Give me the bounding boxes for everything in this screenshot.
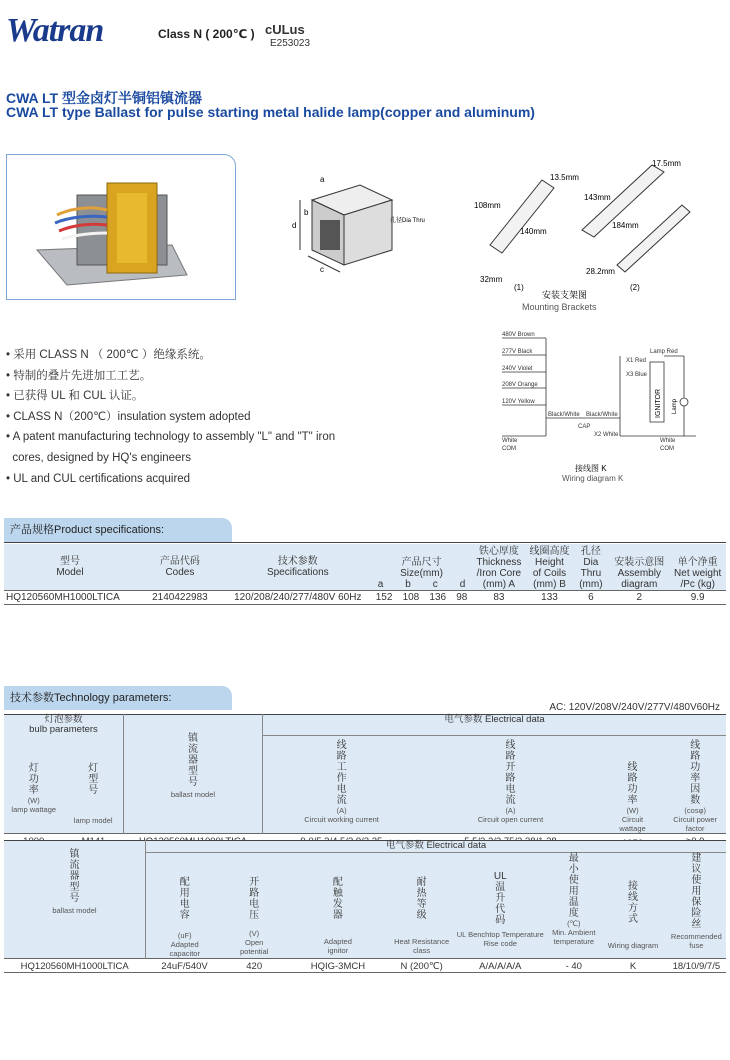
tap-240: 240V Violet bbox=[502, 366, 533, 372]
bracket2-dim-c: 184mm bbox=[612, 221, 639, 230]
tap-277: 277V Black bbox=[502, 349, 533, 355]
list-item: • A patent manufacturing technology to assembly "L" and "T" iron bbox=[6, 431, 336, 444]
list-item: • 已获得 UL 和 CUL 认证。 bbox=[6, 390, 144, 403]
tech-table-2: 镇流器型号 ballast model 电气参数 Electrical data 配用电容 (uF) Adapted capacitor 开路电压 (V) Open potential 配触发器 Adapted ignitor 耐热等级 Heat Resistance class UL温升代码 UL Benchtop Temperature Rise code 最小使用温度 (℃) Min. Ambient temperature 接线方式 Wiring diagram 建议使用保险丝 Recommended fuse HQ120560MH1000LTICA 24uF/540V 420 HQIG-3MCH N (200℃) A/A/A/A/A - 40 K 18/10/9/7/5 bbox=[4, 840, 726, 973]
list-item: • 特制的叠片先进加工工艺。 bbox=[6, 369, 152, 382]
wiring-label-cn: 接线图 K bbox=[575, 464, 607, 473]
list-item: cores, designed by HQ's engineers bbox=[12, 451, 192, 464]
ac-label: AC: 120V/208V/240V/277V/480V60Hz bbox=[549, 702, 720, 713]
bw2-label: Black/White bbox=[586, 412, 618, 418]
ignitor-label: IGNITOR bbox=[655, 388, 662, 418]
tech-params-header: 技术参数Technology parameters: bbox=[4, 686, 232, 710]
com-label-right: COM bbox=[660, 446, 674, 452]
dim-label-a: a bbox=[320, 175, 325, 184]
title-cn: CWA LT 型金卤灯半铜铝镇流器 bbox=[6, 90, 202, 106]
brand-logo: Watran bbox=[6, 12, 104, 49]
title-en: CWA LT type Ballast for pulse starting metal halide lamp(copper and aluminum) bbox=[6, 104, 535, 120]
com-label-left: COM bbox=[502, 446, 516, 452]
dim-label-b: b bbox=[304, 208, 309, 217]
tap-120: 120V Yellow bbox=[502, 399, 535, 405]
dim-label-d: d bbox=[292, 221, 297, 230]
bracket2-dim-b: 143mm bbox=[584, 193, 611, 202]
table-row: HQ120560MH1000LTICA 24uF/540V 420 HQIG-3MCH N (200℃) A/A/A/A/A - 40 K 18/10/9/7/5 bbox=[4, 959, 726, 973]
tech-table-1: 灯泡参数 bulb parameters 镇流器型号 ballast model 电气参数 Electrical data 灯功率 (W) lamp wattage 灯型号 lamp model 线路工作电流 (A) Circuit working current 线路开路电流 (A) Circuit open current 线路功率 (W) Circuit wattage 线路功率因数 (cosφ) Circuit power factor 1000 M141 HQ120560MH1000LTICA 9.0/5.2/4.5/3.9/2.25 5.5/3.2/2.75/2.38/1.38 1050 ≥0.9 bbox=[4, 714, 726, 849]
table-row: HQ120560MH1000LTICA 2140422983 120/208/240/277/480V 60Hz 152 108 136 98 83 133 6 2 9.9 bbox=[4, 590, 726, 604]
feature-list bbox=[6, 345, 406, 489]
wiring-diagram bbox=[500, 326, 700, 488]
ul-number: E253023 bbox=[270, 38, 311, 49]
bw1-label: Black/White bbox=[548, 412, 580, 418]
x2-label: X2 White bbox=[594, 432, 619, 438]
bracket2-number: (2) bbox=[630, 283, 640, 292]
bracket2-dim-a: 17.5mm bbox=[652, 159, 681, 168]
wiring-label-en: Wiring diagram K bbox=[562, 474, 624, 483]
bracket1-dim-b: 108mm bbox=[474, 201, 501, 210]
hole-label: 孔径Dia Thru bbox=[390, 218, 425, 224]
product-spec-table: 型号 Model 产品代码 Codes 技术参数 Specifications 产品尺寸 Size(mm) a b c d 铁心厚度 Thickness /Iron Core (mm) A 线圈高度 Height of Coils (mm) B 孔径 Dia Thru (mm) 安装示意图 Assembly diagram 单个净重 Net weight /Pc (kg) HQ120560MH1000LTICA 2140422983 120/208/240/277/480V 60Hz 152 108 136 98 83 133 6 2 9.9 bbox=[4, 544, 726, 605]
product-spec-header: 产品规格Product specifications: bbox=[4, 518, 232, 542]
tap-208: 208V Orange bbox=[502, 382, 538, 388]
brackets-label-en: Mounting Brackets bbox=[522, 302, 597, 312]
bracket2-dim-d: 28.2mm bbox=[586, 267, 615, 276]
brackets-label-cn: 安装支架图 bbox=[542, 290, 588, 300]
list-item: • CLASS N（200℃）insulation system adopted bbox=[6, 410, 251, 423]
lamp-red-label: Lamp Red bbox=[650, 349, 678, 355]
dimension-drawing bbox=[290, 170, 425, 280]
cap-label: CAP bbox=[578, 424, 591, 430]
bracket1-dim-a: 13.5mm bbox=[550, 173, 579, 182]
bracket1-number: (1) bbox=[514, 283, 524, 292]
list-item: • UL and CUL certifications acquired bbox=[6, 472, 191, 485]
ballast-photo-illustration bbox=[7, 155, 235, 299]
insulation-class: Class N ( 200℃ ) bbox=[158, 27, 255, 41]
tap-480: 480V Brown bbox=[502, 332, 535, 338]
mounting-brackets-drawing bbox=[462, 150, 702, 315]
x1-label: X1 Red bbox=[626, 358, 647, 364]
bracket1-dim-c: 140mm bbox=[520, 227, 547, 236]
x3-label: X3 Blue bbox=[626, 372, 648, 378]
list-item: • 采用 CLASS N （ 200℃ ）绝缘系统。 bbox=[6, 349, 211, 361]
lamp-label: Lamp bbox=[672, 398, 678, 414]
white-label: White bbox=[502, 438, 518, 444]
ul-mark: cULus bbox=[265, 22, 305, 37]
table-row: 1000 M141 HQ120560MH1000LTICA 9.0/5.2/4.5/3.9/2.25 5.5/3.2/2.75/2.38/1.38 1050 ≥0.9 bbox=[4, 833, 726, 849]
product-photo bbox=[6, 154, 236, 300]
white-label-right: White bbox=[660, 438, 676, 444]
bracket1-dim-d: 32mm bbox=[480, 275, 503, 284]
dim-label-c: c bbox=[320, 265, 324, 274]
